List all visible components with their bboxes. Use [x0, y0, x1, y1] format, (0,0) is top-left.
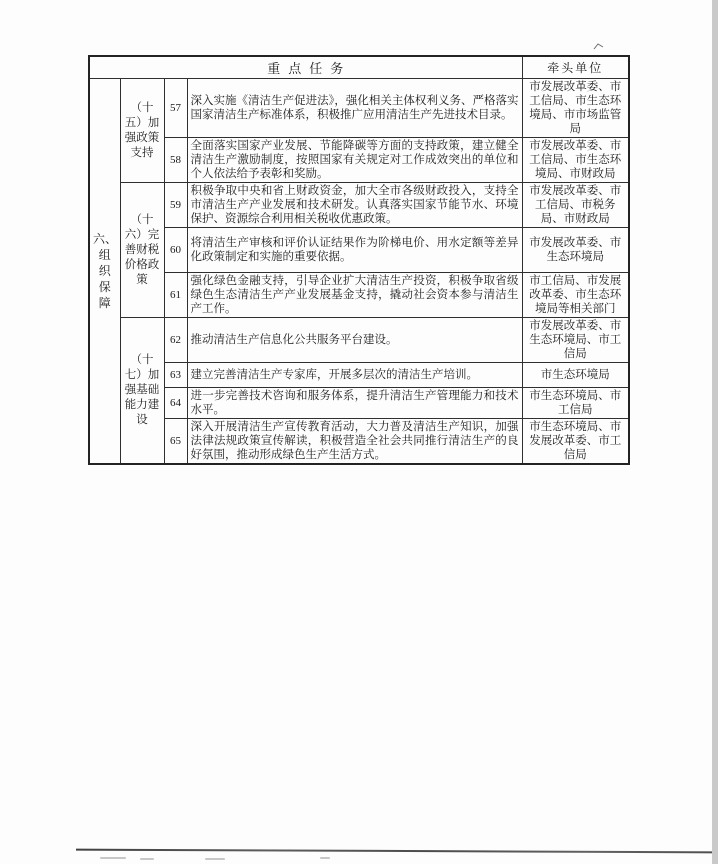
row-number-cell: 62 [164, 318, 187, 363]
scan-smudge [320, 857, 330, 859]
row-number-cell: 64 [164, 388, 187, 419]
scan-smudge [205, 858, 225, 860]
lead-unit-cell: 市工信局、市发展改革委、市生态环境局等相关部门 [522, 273, 629, 318]
task-cell: 进一步完善技术咨询和服务体系，提升清洁生产管理能力和技术水平。 [187, 388, 522, 419]
table-row [89, 363, 629, 388]
header-row [89, 56, 629, 79]
row-number-cell: 60 [164, 228, 187, 273]
lead-unit-cell: 市发展改革委、市生态环境局、市工信局 [522, 318, 629, 363]
lead-unit-cell: 市生态环境局 [522, 363, 629, 388]
scanner-edge-strip [712, 0, 718, 864]
row-number-cell: 57 [164, 79, 187, 138]
scan-smudge [140, 858, 154, 860]
table-row [89, 183, 629, 228]
row-number-cell: 65 [164, 419, 187, 465]
header-cell-tasks: 重点任务 [89, 56, 522, 79]
lead-unit-cell: 市发展改革委、市工信局、市生态环境局、市财政局 [522, 138, 629, 183]
row-number-cell: 58 [164, 138, 187, 183]
group-label-cell: 六、组织保障 [89, 79, 120, 465]
task-cell: 推动清洁生产信息化公共服务平台建设。 [187, 318, 522, 363]
lead-unit-cell: 市生态环境局、市工信局 [522, 388, 629, 419]
task-cell: 将清洁生产审核和评价认证结果作为阶梯电价、用水定额等差异化政策制定和实施的重要依据。 [187, 228, 522, 273]
lead-unit-cell: 市生态环境局、市发展改革委、市工信局 [522, 419, 629, 465]
lead-unit-cell: 市发展改革委、市生态环境局 [522, 228, 629, 273]
table-row [89, 318, 629, 363]
task-cell: 积极争取中央和省上财政资金，加大全市各级财政投入，支持全市清洁生产产业发展和技术研发。认真落实国家节能节水、环境保护、资源综合利用相关税收优惠政策。 [187, 183, 522, 228]
task-cell: 全面落实国家产业发展、节能降碳等方面的支持政策，建立健全清洁生产激励制度，按照国家有关规定对工作成效突出的单位和个人依法给予表彰和奖励。 [187, 138, 522, 183]
pen-mark [593, 43, 605, 51]
section-cell-17: （十七）加强基础能力建设 [120, 318, 164, 465]
row-number-cell: 63 [164, 363, 187, 388]
table-row [89, 228, 629, 273]
task-cell: 建立完善清洁生产专家库，开展多层次的清洁生产培训。 [187, 363, 522, 388]
table-row [89, 388, 629, 419]
section-cell-15: （十五）加强政策支持 [120, 79, 164, 183]
lead-unit-cell: 市发展改革委、市工信局、市生态环境局、市市场监管局 [522, 79, 629, 138]
task-table [88, 55, 630, 465]
task-cell: 强化绿色金融支持，引导企业扩大清洁生产投资，积极争取省级绿色生态清洁生产产业发展基金支持，撬动社会资本参与清洁生产工作。 [187, 273, 522, 318]
header-cell-lead: 牵头单位 [522, 56, 629, 79]
lead-unit-cell: 市发展改革委、市工信局、市税务局、市财政局 [522, 183, 629, 228]
table-row [89, 138, 629, 183]
table-row [89, 419, 629, 465]
scan-bottom-line [76, 849, 718, 854]
task-cell: 深入开展清洁生产宣传教育活动，大力普及清洁生产知识，加强法律法规政策宣传解读，积极营造全社会共同推行清洁生产的良好氛围，推动形成绿色生产生活方式。 [187, 419, 522, 465]
scan-smudge [100, 857, 126, 859]
task-cell: 深入实施《清洁生产促进法》，强化相关主体权利义务、严格落实国家清洁生产标准体系，积极推广应用清洁生产先进技术目录。 [187, 79, 522, 138]
row-number-cell: 61 [164, 273, 187, 318]
table-row [89, 273, 629, 318]
table-row [89, 79, 629, 138]
section-cell-16: （十六）完善财税价格政策 [120, 183, 164, 318]
row-number-cell: 59 [164, 183, 187, 228]
